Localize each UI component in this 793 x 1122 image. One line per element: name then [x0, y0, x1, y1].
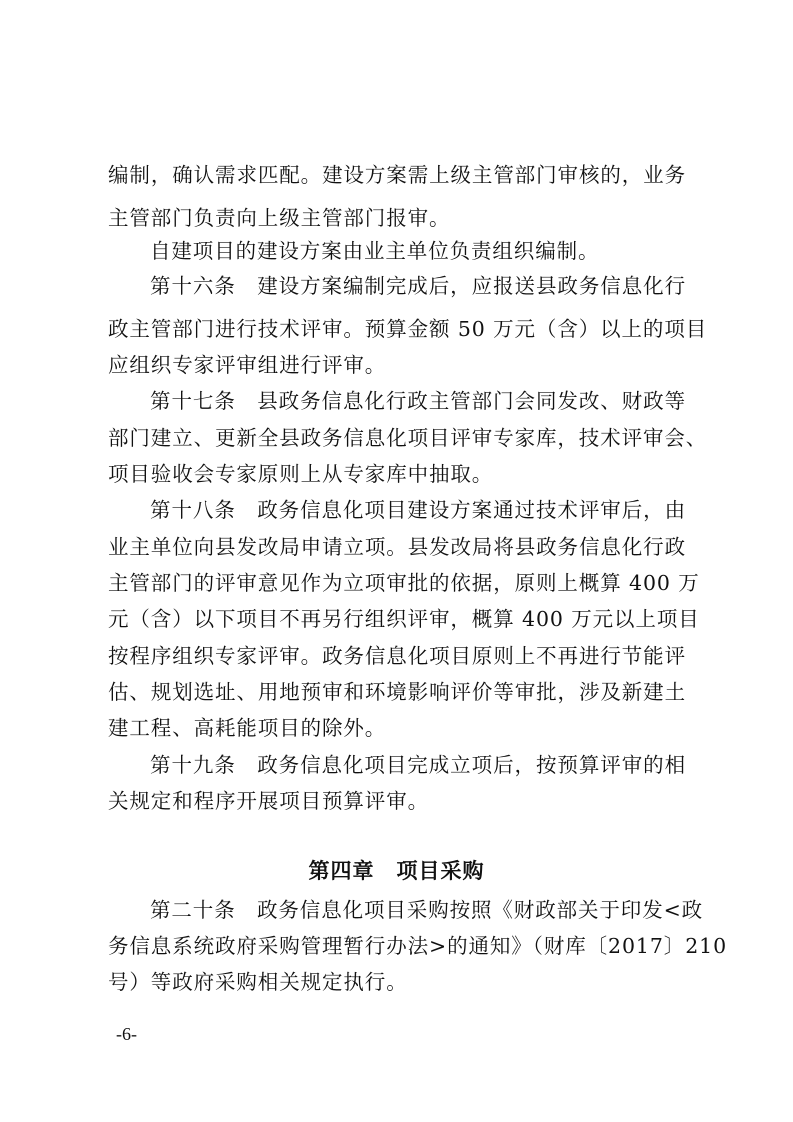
text-line: 主管部门的评审意见作为立项审批的依据，原则上概算 400 万 — [108, 571, 700, 595]
text-line: 自建项目的建设方案由业主单位负责组织编制。 — [150, 239, 600, 263]
chapter-heading: 第四章 项目采购 — [308, 859, 485, 883]
text-line: 估、规划选址、用地预审和环境影响评价等审批，涉及新建土 — [108, 680, 686, 704]
text-line: 政主管部门进行技术评审。预算金额 50 万元（含）以上的项目 — [108, 317, 708, 341]
page-number: -6- — [116, 1024, 137, 1044]
article-17-line: 第十七条 县政务信息化行政主管部门会同发改、财政等 — [150, 389, 686, 413]
article-16-line: 第十六条 建设方案编制完成后，应报送县政务信息化行 — [150, 274, 686, 298]
text-line: 编制，确认需求匹配。建设方案需上级主管部门审核的，业务 — [108, 163, 686, 187]
article-18-line: 第十八条 政务信息化项目建设方案通过技术评审后，由 — [150, 498, 686, 522]
text-line: 项目验收会专家原则上从专家库中抽取。 — [108, 462, 494, 486]
text-line: 关规定和程序开展项目预算评审。 — [108, 789, 429, 813]
text-line: 元（含）以下项目不再另行组织评审，概算 400 万元以上项目 — [108, 607, 700, 631]
text-line: 建工程、高耗能项目的除外。 — [108, 716, 387, 740]
article-20-line: 第二十条 政务信息化项目采购按照《财政部关于印发<政 — [150, 898, 704, 922]
article-19-line: 第十九条 政务信息化项目完成立项后，按预算评审的相 — [150, 753, 686, 777]
text-line: 部门建立、更新全县政务信息化项目评审专家库，技术评审会、 — [108, 426, 708, 450]
text-line: 号）等政府采购相关规定执行。 — [108, 970, 408, 994]
text-line: 务信息系统政府采购管理暂行办法>的通知》（财库〔2017〕210 — [108, 934, 728, 958]
text-line: 主管部门负责向上级主管部门报审。 — [108, 206, 451, 230]
text-line: 业主单位向县发改局申请立项。县发改局将县政务信息化行政 — [108, 535, 686, 559]
text-line: 按程序组织专家评审。政务信息化项目原则上不再进行节能评 — [108, 644, 686, 668]
text-line: 应组织专家评审组进行评审。 — [108, 353, 387, 377]
